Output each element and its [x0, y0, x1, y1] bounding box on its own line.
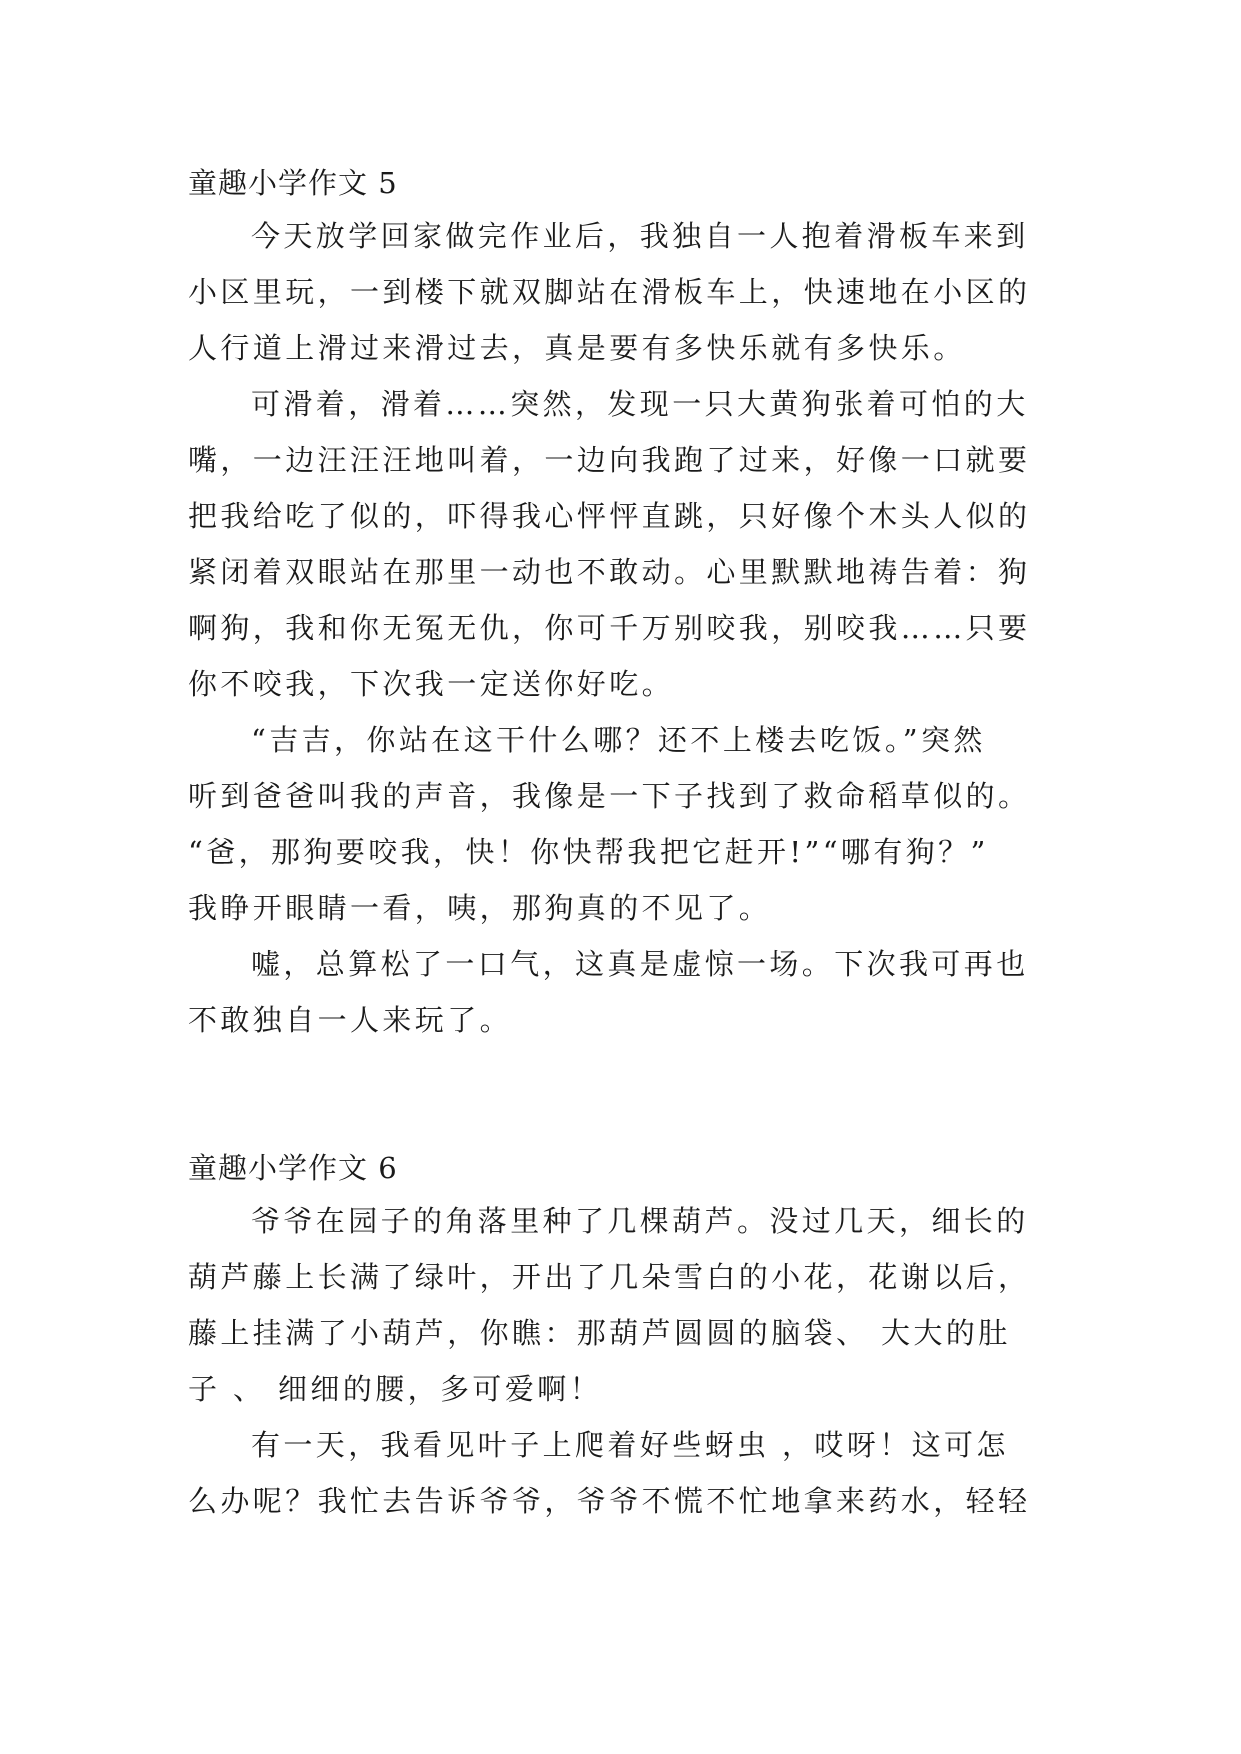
- paragraph: [188, 1193, 1058, 1417]
- section-title: 童趣小学作文 6: [188, 1151, 398, 1185]
- paragraph: [188, 1417, 1058, 1529]
- text-line: 么办呢？我忙去告诉爷爷，爷爷不慌不忙地拿来药水，轻轻: [188, 1484, 1031, 1518]
- paragraph: [188, 376, 1058, 712]
- text-line: 今天放学回家做完作业后，我独自一人抱着滑板车来到: [251, 219, 1029, 253]
- text-line: 把我给吃了似的，吓得我心怦怦直跳，只好像个木头人似的: [188, 499, 1031, 533]
- essay-section-5: [188, 158, 1058, 1048]
- section-title: 童趣小学作文 5: [188, 166, 398, 200]
- text-line: 嘘，总算松了一口气，这真是虚惊一场。下次我可再也: [251, 947, 1029, 981]
- text-line: 子 、 细细的腰，多可爱啊！: [188, 1372, 603, 1406]
- text-line: 藤上挂满了小葫芦，你瞧：那葫芦圆圆的脑袋、 大大的肚: [188, 1316, 1011, 1350]
- text-line: 嘴，一边汪汪汪地叫着，一边向我跑了过来，好像一口就要: [188, 443, 1031, 477]
- text-line: “吉吉，你站在这干什么哪？还不上楼去吃饭。”突然: [251, 723, 986, 757]
- text-line: 你不咬我，下次我一定送你好吃。: [188, 667, 675, 701]
- text-line: 可滑着，滑着……突然，发现一只大黄狗张着可怕的大: [251, 387, 1029, 421]
- text-line: 紧闭着双眼站在那里一动也不敢动。心里默默地祷告着：狗: [188, 555, 1031, 589]
- text-line: 有一天，我看见叶子上爬着好些蚜虫 ，哎呀！这可怎: [251, 1428, 1009, 1462]
- text-line: 我睁开眼睛一看，咦，那狗真的不见了。: [188, 891, 772, 925]
- paragraph: [188, 936, 1058, 1048]
- paragraph: [188, 208, 1058, 376]
- text-line: 不敢独自一人来玩了。: [188, 1003, 513, 1037]
- text-line: 爷爷在园子的角落里种了几棵葫芦。没过几天，细长的: [251, 1204, 1029, 1238]
- text-line: 啊狗，我和你无冤无仇，你可千万别咬我，别咬我……只要: [188, 611, 1031, 645]
- text-line: 人行道上滑过来滑过去，真是要有多快乐就有多快乐。: [188, 331, 966, 365]
- essay-section-6: [188, 1143, 1058, 1529]
- text-line: “爸，那狗要咬我，快！你快帮我把它赶开!”“哪有狗？”: [188, 835, 989, 869]
- text-line: 听到爸爸叫我的声音，我像是一下子找到了救命稻草似的。: [188, 779, 1031, 813]
- paragraph: [188, 712, 1058, 936]
- text-line: 小区里玩，一到楼下就双脚站在滑板车上，快速地在小区的: [188, 275, 1031, 309]
- text-line: 葫芦藤上长满了绿叶，开出了几朵雪白的小花，花谢以后，: [188, 1260, 1031, 1294]
